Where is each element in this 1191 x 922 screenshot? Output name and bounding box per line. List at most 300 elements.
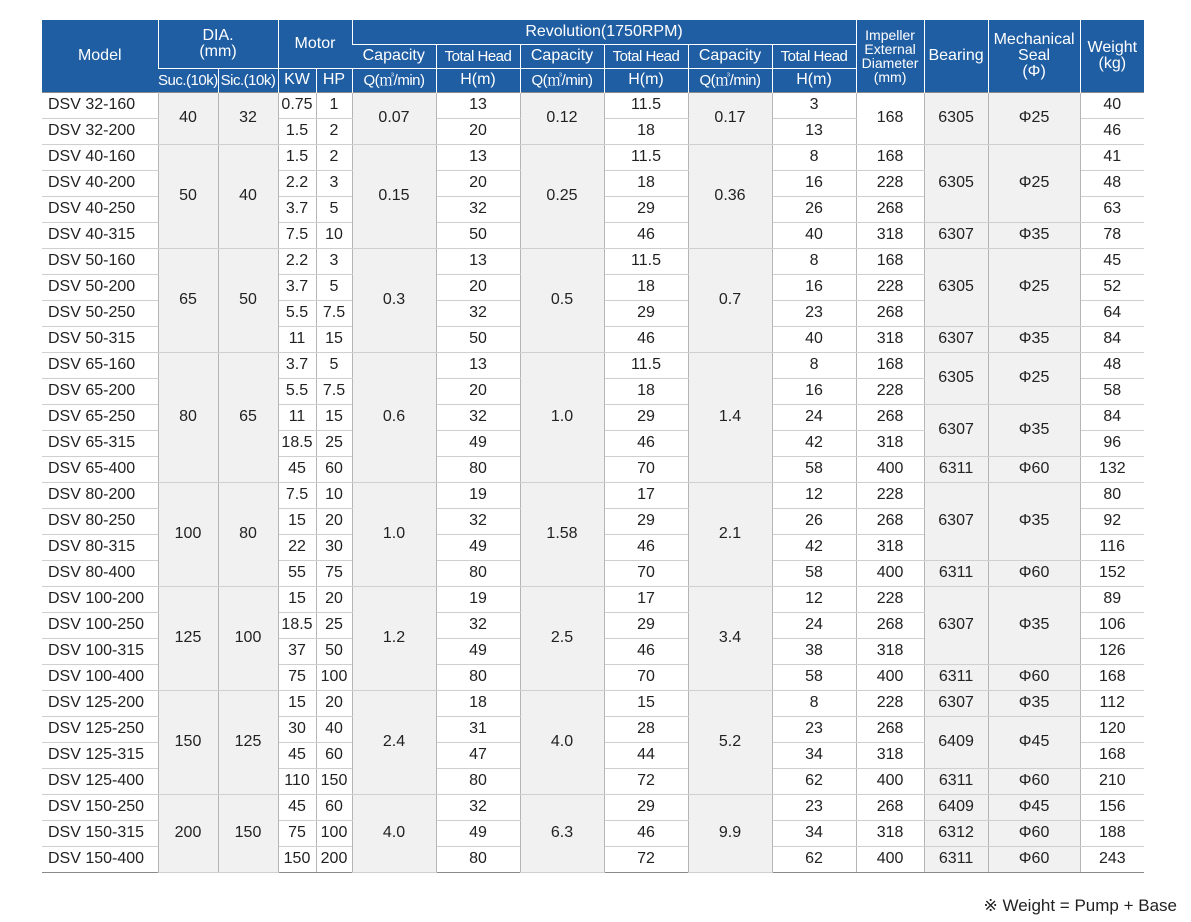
cell-model: DSV 32-200 bbox=[42, 118, 158, 144]
cell-hp: 30 bbox=[316, 534, 352, 560]
cell-hp: 100 bbox=[316, 820, 352, 846]
cell-capacity-3: 1.4 bbox=[688, 352, 772, 482]
cell-head-3: 42 bbox=[772, 430, 856, 456]
cell-kw: 5.5 bbox=[278, 300, 316, 326]
cell-kw: 30 bbox=[278, 716, 316, 742]
cell-bearing: 6409 bbox=[924, 794, 988, 820]
cell-kw: 15 bbox=[278, 508, 316, 534]
cell-bearing: 6311 bbox=[924, 560, 988, 586]
cell-head-3: 8 bbox=[772, 690, 856, 716]
header-dia-unit: (mm) bbox=[199, 42, 237, 60]
cell-bearing: 6307 bbox=[924, 690, 988, 716]
cell-head-2: 11.5 bbox=[604, 352, 688, 378]
cell-head-2: 18 bbox=[604, 274, 688, 300]
cell-weight: 126 bbox=[1080, 638, 1144, 664]
cell-hp: 5 bbox=[316, 196, 352, 222]
cell-suction-dia: 150 bbox=[158, 690, 218, 794]
cell-head-1: 18 bbox=[436, 690, 520, 716]
cell-model: DSV 125-315 bbox=[42, 742, 158, 768]
header-total-head-1: Total Head bbox=[436, 44, 520, 68]
cell-head-2: 17 bbox=[604, 482, 688, 508]
cell-head-2: 46 bbox=[604, 326, 688, 352]
cell-weight: 92 bbox=[1080, 508, 1144, 534]
cell-head-2: 15 bbox=[604, 690, 688, 716]
table-row bbox=[42, 586, 1144, 612]
cell-head-1: 50 bbox=[436, 222, 520, 248]
cell-head-2: 29 bbox=[604, 508, 688, 534]
cell-weight: 64 bbox=[1080, 300, 1144, 326]
cell-capacity-1: 0.6 bbox=[352, 352, 436, 482]
cell-bearing: 6305 bbox=[924, 352, 988, 404]
cell-head-1: 13 bbox=[436, 92, 520, 118]
cell-capacity-2: 2.5 bbox=[520, 586, 604, 690]
cell-head-1: 13 bbox=[436, 144, 520, 170]
cell-discharge-dia: 125 bbox=[218, 690, 278, 794]
cell-impeller-diameter: 228 bbox=[856, 586, 924, 612]
table-row bbox=[42, 144, 1144, 170]
cell-head-1: 80 bbox=[436, 456, 520, 482]
cell-kw: 45 bbox=[278, 742, 316, 768]
cell-impeller-diameter: 168 bbox=[856, 92, 924, 144]
cell-mechanical-seal: Φ25 bbox=[988, 352, 1080, 404]
cell-head-3: 16 bbox=[772, 378, 856, 404]
cell-head-3: 8 bbox=[772, 144, 856, 170]
cell-head-3: 34 bbox=[772, 820, 856, 846]
cell-weight: 84 bbox=[1080, 404, 1144, 430]
header-dia-label: DIA. bbox=[202, 26, 234, 44]
cell-impeller-diameter: 228 bbox=[856, 690, 924, 716]
cell-bearing: 6305 bbox=[924, 144, 988, 222]
header-sic: Sic.(10k) bbox=[218, 68, 278, 92]
cell-kw: 22 bbox=[278, 534, 316, 560]
cell-suction-dia: 40 bbox=[158, 92, 218, 144]
cell-capacity-1: 4.0 bbox=[352, 794, 436, 872]
cell-hp: 150 bbox=[316, 768, 352, 794]
cell-mechanical-seal: Φ35 bbox=[988, 586, 1080, 664]
cell-mechanical-seal: Φ60 bbox=[988, 820, 1080, 846]
cell-weight: 41 bbox=[1080, 144, 1144, 170]
cell-head-3: 8 bbox=[772, 248, 856, 274]
cell-mechanical-seal: Φ60 bbox=[988, 560, 1080, 586]
header-weight-l2: (kg) bbox=[1098, 54, 1127, 72]
cell-impeller-diameter: 318 bbox=[856, 742, 924, 768]
cell-head-1: 80 bbox=[436, 560, 520, 586]
header-capacity-1: Capacity bbox=[352, 44, 436, 68]
cell-head-2: 70 bbox=[604, 456, 688, 482]
header-h-unit-1: H(m) bbox=[436, 68, 520, 92]
cell-head-1: 31 bbox=[436, 716, 520, 742]
cell-kw: 11 bbox=[278, 404, 316, 430]
cell-head-2: 18 bbox=[604, 118, 688, 144]
cell-capacity-3: 5.2 bbox=[688, 690, 772, 794]
cell-model: DSV 150-250 bbox=[42, 794, 158, 820]
cell-capacity-3: 0.7 bbox=[688, 248, 772, 352]
cell-hp: 20 bbox=[316, 690, 352, 716]
header-total-head-2: Total Head bbox=[604, 44, 688, 68]
cell-hp: 100 bbox=[316, 664, 352, 690]
cell-kw: 15 bbox=[278, 690, 316, 716]
header-q-unit-1: Q(㎥/min) bbox=[352, 68, 436, 92]
cell-bearing: 6311 bbox=[924, 456, 988, 482]
header-hp: HP bbox=[316, 68, 352, 92]
cell-capacity-1: 0.07 bbox=[352, 92, 436, 144]
cell-head-3: 23 bbox=[772, 716, 856, 742]
cell-kw: 18.5 bbox=[278, 612, 316, 638]
cell-kw: 7.5 bbox=[278, 482, 316, 508]
cell-head-2: 70 bbox=[604, 560, 688, 586]
cell-head-1: 32 bbox=[436, 508, 520, 534]
cell-head-2: 46 bbox=[604, 222, 688, 248]
cell-impeller-diameter: 268 bbox=[856, 508, 924, 534]
cell-model: DSV 65-250 bbox=[42, 404, 158, 430]
cell-capacity-2: 0.12 bbox=[520, 92, 604, 144]
cell-head-1: 80 bbox=[436, 664, 520, 690]
cell-head-3: 3 bbox=[772, 92, 856, 118]
cell-head-3: 58 bbox=[772, 560, 856, 586]
cell-hp: 200 bbox=[316, 846, 352, 872]
header-bearing: Bearing bbox=[924, 20, 988, 92]
cell-model: DSV 150-400 bbox=[42, 846, 158, 872]
cell-impeller-diameter: 318 bbox=[856, 638, 924, 664]
cell-head-2: 29 bbox=[604, 196, 688, 222]
cell-impeller-diameter: 268 bbox=[856, 612, 924, 638]
cell-hp: 7.5 bbox=[316, 300, 352, 326]
header-impeller-l2: External bbox=[864, 40, 916, 57]
cell-impeller-diameter: 400 bbox=[856, 664, 924, 690]
cell-impeller-diameter: 228 bbox=[856, 170, 924, 196]
cell-hp: 3 bbox=[316, 248, 352, 274]
cell-head-1: 19 bbox=[436, 482, 520, 508]
cell-head-2: 29 bbox=[604, 612, 688, 638]
cell-suction-dia: 65 bbox=[158, 248, 218, 352]
cell-impeller-diameter: 168 bbox=[856, 248, 924, 274]
cell-head-3: 16 bbox=[772, 274, 856, 300]
cell-mechanical-seal: Φ45 bbox=[988, 716, 1080, 768]
cell-kw: 2.2 bbox=[278, 248, 316, 274]
header-weight bbox=[1080, 20, 1144, 92]
cell-mechanical-seal: Φ25 bbox=[988, 144, 1080, 222]
cell-model: DSV 100-400 bbox=[42, 664, 158, 690]
cell-hp: 60 bbox=[316, 794, 352, 820]
header-revolution: Revolution(1750RPM) bbox=[352, 20, 856, 44]
cell-discharge-dia: 32 bbox=[218, 92, 278, 144]
cell-head-3: 24 bbox=[772, 404, 856, 430]
cell-mechanical-seal: Φ45 bbox=[988, 794, 1080, 820]
cell-weight: 46 bbox=[1080, 118, 1144, 144]
cell-head-1: 49 bbox=[436, 430, 520, 456]
header-model: Model bbox=[42, 20, 158, 92]
cell-hp: 5 bbox=[316, 274, 352, 300]
cell-head-1: 80 bbox=[436, 768, 520, 794]
cell-head-3: 23 bbox=[772, 794, 856, 820]
cell-head-3: 58 bbox=[772, 456, 856, 482]
cell-weight: 243 bbox=[1080, 846, 1144, 872]
cell-mechanical-seal: Φ35 bbox=[988, 690, 1080, 716]
cell-hp: 15 bbox=[316, 326, 352, 352]
cell-head-2: 18 bbox=[604, 170, 688, 196]
cell-weight: 132 bbox=[1080, 456, 1144, 482]
cell-impeller-diameter: 318 bbox=[856, 430, 924, 456]
cell-model: DSV 100-250 bbox=[42, 612, 158, 638]
cell-weight: 210 bbox=[1080, 768, 1144, 794]
cell-impeller-diameter: 228 bbox=[856, 378, 924, 404]
cell-model: DSV 80-400 bbox=[42, 560, 158, 586]
cell-mechanical-seal: Φ60 bbox=[988, 456, 1080, 482]
cell-weight: 112 bbox=[1080, 690, 1144, 716]
cell-hp: 5 bbox=[316, 352, 352, 378]
cell-kw: 55 bbox=[278, 560, 316, 586]
cell-kw: 45 bbox=[278, 456, 316, 482]
table-row bbox=[42, 482, 1144, 508]
cell-impeller-diameter: 400 bbox=[856, 846, 924, 872]
cell-hp: 15 bbox=[316, 404, 352, 430]
cell-weight: 48 bbox=[1080, 170, 1144, 196]
cell-discharge-dia: 80 bbox=[218, 482, 278, 586]
cell-head-3: 62 bbox=[772, 846, 856, 872]
cell-bearing: 6311 bbox=[924, 664, 988, 690]
cell-capacity-3: 2.1 bbox=[688, 482, 772, 586]
cell-capacity-2: 0.25 bbox=[520, 144, 604, 248]
cell-hp: 60 bbox=[316, 742, 352, 768]
cell-head-1: 32 bbox=[436, 300, 520, 326]
pump-spec-table bbox=[42, 20, 1144, 873]
cell-mechanical-seal: Φ25 bbox=[988, 92, 1080, 144]
cell-discharge-dia: 100 bbox=[218, 586, 278, 690]
cell-hp: 2 bbox=[316, 144, 352, 170]
cell-model: DSV 80-250 bbox=[42, 508, 158, 534]
cell-head-3: 58 bbox=[772, 664, 856, 690]
cell-capacity-3: 9.9 bbox=[688, 794, 772, 872]
cell-model: DSV 100-200 bbox=[42, 586, 158, 612]
cell-head-2: 29 bbox=[604, 794, 688, 820]
cell-head-1: 19 bbox=[436, 586, 520, 612]
cell-kw: 7.5 bbox=[278, 222, 316, 248]
cell-kw: 75 bbox=[278, 664, 316, 690]
cell-weight: 48 bbox=[1080, 352, 1144, 378]
cell-weight: 89 bbox=[1080, 586, 1144, 612]
cell-bearing: 6307 bbox=[924, 222, 988, 248]
table-row bbox=[42, 92, 1144, 118]
cell-capacity-2: 1.58 bbox=[520, 482, 604, 586]
header-q-unit-3: Q(㎥/min) bbox=[688, 68, 772, 92]
cell-model: DSV 125-200 bbox=[42, 690, 158, 716]
cell-head-1: 13 bbox=[436, 248, 520, 274]
cell-kw: 18.5 bbox=[278, 430, 316, 456]
cell-bearing: 6307 bbox=[924, 586, 988, 664]
cell-head-1: 50 bbox=[436, 326, 520, 352]
cell-impeller-diameter: 168 bbox=[856, 144, 924, 170]
cell-head-2: 72 bbox=[604, 846, 688, 872]
cell-mechanical-seal: Φ35 bbox=[988, 482, 1080, 560]
cell-weight: 45 bbox=[1080, 248, 1144, 274]
cell-head-1: 32 bbox=[436, 794, 520, 820]
cell-head-2: 11.5 bbox=[604, 92, 688, 118]
header-mechanical-seal bbox=[988, 20, 1080, 92]
cell-head-3: 26 bbox=[772, 196, 856, 222]
cell-model: DSV 40-200 bbox=[42, 170, 158, 196]
cell-impeller-diameter: 268 bbox=[856, 300, 924, 326]
cell-weight: 168 bbox=[1080, 742, 1144, 768]
cell-head-2: 11.5 bbox=[604, 144, 688, 170]
header-mech-l2: Seal bbox=[1018, 46, 1051, 64]
cell-weight: 96 bbox=[1080, 430, 1144, 456]
cell-bearing: 6307 bbox=[924, 404, 988, 456]
header-h-unit-3: H(m) bbox=[772, 68, 856, 92]
cell-capacity-1: 0.15 bbox=[352, 144, 436, 248]
header-h-unit-2: H(m) bbox=[604, 68, 688, 92]
cell-bearing: 6311 bbox=[924, 768, 988, 794]
cell-suction-dia: 50 bbox=[158, 144, 218, 248]
cell-model: DSV 50-315 bbox=[42, 326, 158, 352]
cell-impeller-diameter: 268 bbox=[856, 794, 924, 820]
cell-model: DSV 65-400 bbox=[42, 456, 158, 482]
cell-mechanical-seal: Φ25 bbox=[988, 248, 1080, 326]
header-impeller bbox=[856, 20, 924, 92]
cell-bearing: 6307 bbox=[924, 326, 988, 352]
cell-kw: 3.7 bbox=[278, 196, 316, 222]
header-dia bbox=[158, 20, 278, 68]
cell-capacity-3: 3.4 bbox=[688, 586, 772, 690]
cell-impeller-diameter: 268 bbox=[856, 196, 924, 222]
cell-weight: 52 bbox=[1080, 274, 1144, 300]
spec-table-body bbox=[42, 92, 1144, 872]
cell-head-2: 46 bbox=[604, 430, 688, 456]
cell-impeller-diameter: 268 bbox=[856, 404, 924, 430]
cell-capacity-3: 0.17 bbox=[688, 92, 772, 144]
cell-head-1: 20 bbox=[436, 274, 520, 300]
cell-mechanical-seal: Φ35 bbox=[988, 404, 1080, 456]
cell-discharge-dia: 40 bbox=[218, 144, 278, 248]
cell-capacity-2: 4.0 bbox=[520, 690, 604, 794]
cell-head-3: 24 bbox=[772, 612, 856, 638]
cell-head-1: 32 bbox=[436, 612, 520, 638]
cell-discharge-dia: 150 bbox=[218, 794, 278, 872]
cell-model: DSV 50-250 bbox=[42, 300, 158, 326]
cell-impeller-diameter: 400 bbox=[856, 768, 924, 794]
cell-head-3: 26 bbox=[772, 508, 856, 534]
cell-head-3: 62 bbox=[772, 768, 856, 794]
cell-hp: 25 bbox=[316, 430, 352, 456]
cell-weight: 156 bbox=[1080, 794, 1144, 820]
cell-hp: 10 bbox=[316, 222, 352, 248]
cell-model: DSV 65-160 bbox=[42, 352, 158, 378]
cell-head-2: 28 bbox=[604, 716, 688, 742]
header-suc: Suc.(10k) bbox=[158, 68, 218, 92]
cell-model: DSV 50-200 bbox=[42, 274, 158, 300]
cell-kw: 45 bbox=[278, 794, 316, 820]
cell-head-3: 23 bbox=[772, 300, 856, 326]
cell-kw: 15 bbox=[278, 586, 316, 612]
cell-capacity-1: 0.3 bbox=[352, 248, 436, 352]
cell-weight: 152 bbox=[1080, 560, 1144, 586]
cell-hp: 2 bbox=[316, 118, 352, 144]
cell-mechanical-seal: Φ35 bbox=[988, 326, 1080, 352]
cell-hp: 25 bbox=[316, 612, 352, 638]
cell-suction-dia: 80 bbox=[158, 352, 218, 482]
cell-impeller-diameter: 400 bbox=[856, 560, 924, 586]
cell-kw: 1.5 bbox=[278, 118, 316, 144]
cell-head-1: 49 bbox=[436, 534, 520, 560]
cell-head-2: 44 bbox=[604, 742, 688, 768]
cell-impeller-diameter: 228 bbox=[856, 274, 924, 300]
cell-impeller-diameter: 268 bbox=[856, 716, 924, 742]
cell-impeller-diameter: 228 bbox=[856, 482, 924, 508]
cell-weight: 188 bbox=[1080, 820, 1144, 846]
table-row bbox=[42, 794, 1144, 820]
cell-impeller-diameter: 318 bbox=[856, 222, 924, 248]
cell-head-2: 72 bbox=[604, 768, 688, 794]
cell-weight: 116 bbox=[1080, 534, 1144, 560]
cell-impeller-diameter: 318 bbox=[856, 534, 924, 560]
header-impeller-l4: (mm) bbox=[873, 68, 907, 85]
cell-bearing: 6312 bbox=[924, 820, 988, 846]
cell-head-3: 8 bbox=[772, 352, 856, 378]
cell-model: DSV 150-315 bbox=[42, 820, 158, 846]
cell-kw: 5.5 bbox=[278, 378, 316, 404]
header-total-head-3: Total Head bbox=[772, 44, 856, 68]
cell-kw: 0.75 bbox=[278, 92, 316, 118]
cell-suction-dia: 200 bbox=[158, 794, 218, 872]
cell-model: DSV 40-160 bbox=[42, 144, 158, 170]
cell-kw: 2.2 bbox=[278, 170, 316, 196]
cell-head-1: 80 bbox=[436, 846, 520, 872]
header-capacity-3: Capacity bbox=[688, 44, 772, 68]
cell-model: DSV 100-315 bbox=[42, 638, 158, 664]
footnote: ※ Weight = Pump + Base bbox=[983, 896, 1177, 915]
cell-weight: 78 bbox=[1080, 222, 1144, 248]
cell-head-1: 13 bbox=[436, 352, 520, 378]
cell-capacity-1: 2.4 bbox=[352, 690, 436, 794]
header-capacity-2: Capacity bbox=[520, 44, 604, 68]
cell-head-3: 16 bbox=[772, 170, 856, 196]
cell-head-2: 18 bbox=[604, 378, 688, 404]
cell-weight: 120 bbox=[1080, 716, 1144, 742]
cell-head-2: 70 bbox=[604, 664, 688, 690]
cell-hp: 10 bbox=[316, 482, 352, 508]
cell-kw: 1.5 bbox=[278, 144, 316, 170]
cell-suction-dia: 100 bbox=[158, 482, 218, 586]
cell-suction-dia: 125 bbox=[158, 586, 218, 690]
cell-discharge-dia: 50 bbox=[218, 248, 278, 352]
cell-bearing: 6305 bbox=[924, 248, 988, 326]
cell-hp: 3 bbox=[316, 170, 352, 196]
cell-head-2: 46 bbox=[604, 638, 688, 664]
cell-head-3: 34 bbox=[772, 742, 856, 768]
cell-capacity-1: 1.2 bbox=[352, 586, 436, 690]
cell-kw: 150 bbox=[278, 846, 316, 872]
cell-kw: 75 bbox=[278, 820, 316, 846]
cell-head-3: 38 bbox=[772, 638, 856, 664]
cell-kw: 11 bbox=[278, 326, 316, 352]
cell-head-2: 46 bbox=[604, 820, 688, 846]
cell-bearing: 6305 bbox=[924, 92, 988, 144]
cell-kw: 3.7 bbox=[278, 352, 316, 378]
cell-model: DSV 125-400 bbox=[42, 768, 158, 794]
cell-head-2: 46 bbox=[604, 534, 688, 560]
cell-model: DSV 125-250 bbox=[42, 716, 158, 742]
cell-impeller-diameter: 400 bbox=[856, 456, 924, 482]
cell-kw: 3.7 bbox=[278, 274, 316, 300]
cell-head-3: 12 bbox=[772, 586, 856, 612]
cell-model: DSV 32-160 bbox=[42, 92, 158, 118]
cell-head-3: 13 bbox=[772, 118, 856, 144]
cell-hp: 20 bbox=[316, 586, 352, 612]
cell-model: DSV 40-250 bbox=[42, 196, 158, 222]
cell-model: DSV 80-200 bbox=[42, 482, 158, 508]
header-weight-l1: Weight bbox=[1087, 38, 1138, 56]
cell-hp: 60 bbox=[316, 456, 352, 482]
cell-model: DSV 65-315 bbox=[42, 430, 158, 456]
